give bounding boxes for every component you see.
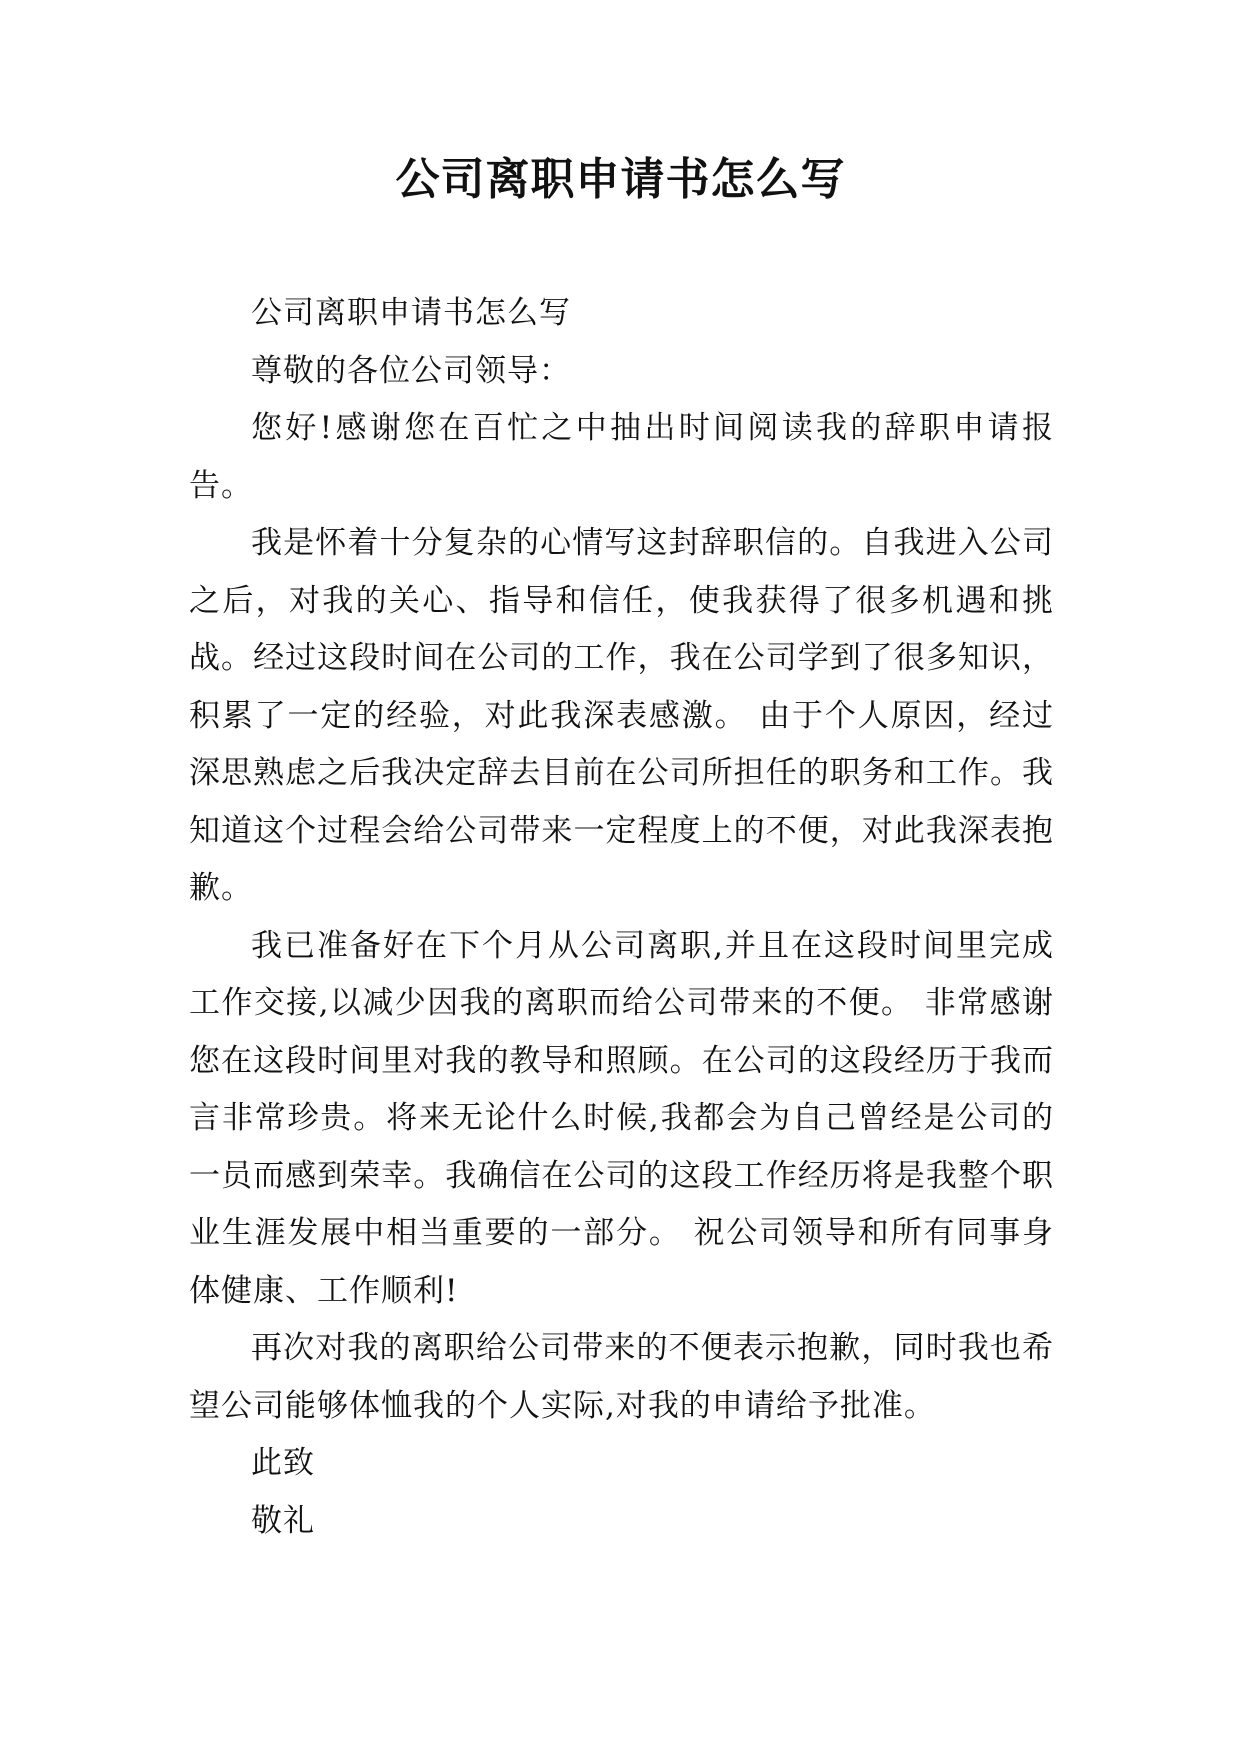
greeting-paragraph: 您好!感谢您在百忙之中抽出时间阅读我的辞职申请报告。: [189, 410, 1054, 504]
document-title: 公司离职申请书怎么写: [395, 154, 846, 205]
apology-paragraph: 再次对我的离职给公司带来的不便表示抱歉，同时我也希望公司能够体恤我的个人实际,对我的申请给予批准。: [189, 1330, 1054, 1424]
reason-paragraph: 我是怀着十分复杂的心情写这封辞职信的。自我进入公司之后，对我的关心、指导和信任，使我获得了很多机遇和挑战。经过这段时间在公司的工作，我在公司学到了很多知识，积累了一定的经验，对此我深表感激。 由于个人原因，经过深思熟虑之后我决定辞去目前在公司所担任的职务和工作。我知道这个过程会给公司带来一定程度上的不便，对此我深表抱歉。: [189, 525, 1054, 906]
document-body: [189, 285, 1054, 1550]
body-heading-line: 公司离职申请书怎么写: [251, 295, 571, 331]
regards-line: 敬礼: [251, 1502, 315, 1539]
salutation: 尊敬的各位公司领导：: [251, 352, 571, 389]
handover-paragraph: 我已准备好在下个月从公司离职,并且在这段时间里完成工作交接,以减少因我的离职而给公司带来的不便。 非常感谢您在这段时间里对我的教导和照顾。在公司的这段经历于我而言非常珍贵。将来无论什么时候,我都会为自己曾经是公司的一员而感到荣幸。我确信在公司的这段工作经历将是我整个职业生涯发展中相当重要的一部分。 祝公司领导和所有同事身体健康、工作顺利!: [189, 927, 1054, 1309]
closing-line: 此致: [251, 1445, 315, 1481]
